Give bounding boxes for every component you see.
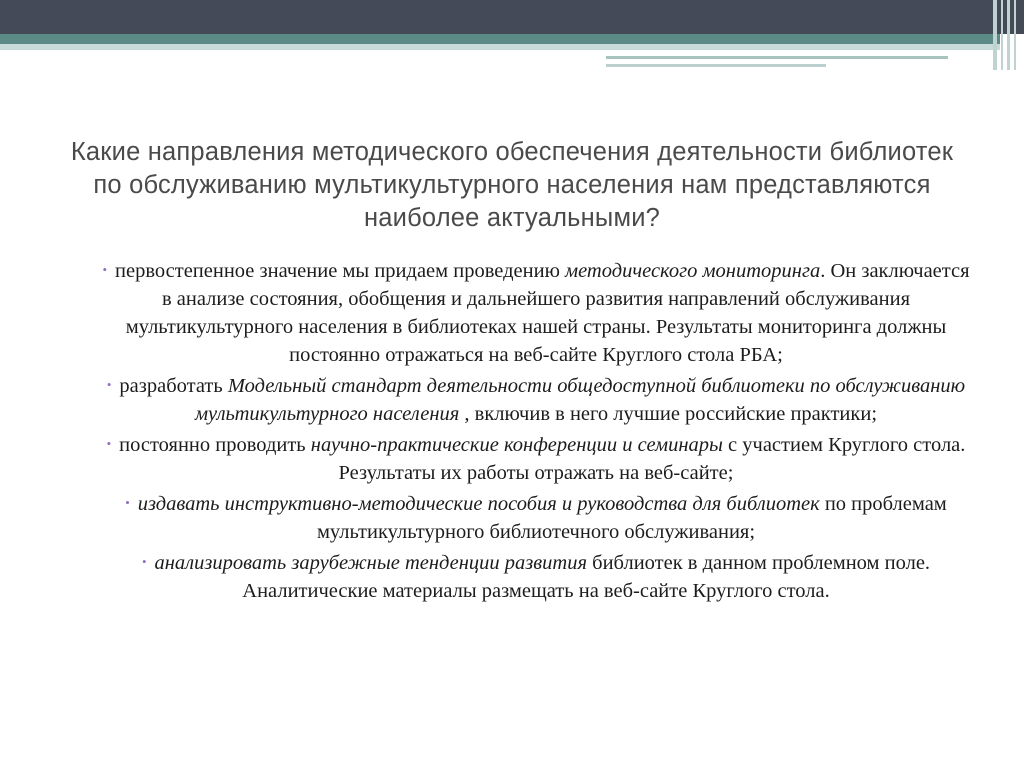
item-4-italic: издавать инструктивно-методические пособия и руководства для библиотек [137, 493, 820, 515]
bullet-icon: • [102, 262, 108, 277]
item-1-text-end: . Он заключается в анализе состояния, обобщения и дальнейшего развития направлений обслуживания мультикультурного населения в библиотеках нашей страны. Результаты мониторинга должны постоянно отражаться на веб-сайте Круглого стола РБА; [125, 260, 970, 366]
item-3-italic: научно-практические конференции и семинары [310, 434, 723, 456]
list-item-5 [96, 548, 976, 605]
bullet-icon: • [141, 554, 147, 569]
item-2-text-end: , включив в него лучшие российские практики; [459, 403, 878, 425]
list-item-4 [96, 489, 976, 546]
right-decor-strip-1 [993, 0, 997, 70]
light-band [0, 44, 1000, 50]
item-2-text: разработать [119, 375, 228, 397]
item-3-text: постоянно проводить [119, 434, 311, 456]
item-4-text-end: по проблемам мультикультурного библиотечного обслуживания; [316, 493, 947, 543]
item-1-italic: методического мониторинга [565, 260, 821, 282]
item-1-text: первостепенное значение мы придаем проведению [115, 260, 566, 282]
slide-title: Какие направления методического обеспечения деятельности библиотек по обслуживанию мультикультурного населения нам представляются наиболее актуальными? [70, 138, 954, 232]
bullet-icon: • [106, 377, 112, 392]
item-5-text-end: библиотек в данном проблемном поле. Аналитические материалы размещать на веб-сайте Круглого стола. [242, 552, 931, 602]
bullet-icon: • [106, 436, 112, 451]
item-5-italic: анализировать зарубежные тенденции развития [154, 552, 588, 574]
bullet-icon: • [125, 495, 130, 510]
right-decor-strip-4 [1014, 0, 1016, 70]
accent-line-1 [606, 56, 948, 59]
bullet-list [96, 256, 976, 607]
list-item-2 [96, 371, 976, 428]
top-dark-bar [0, 0, 1024, 34]
list-item-3 [96, 430, 976, 487]
right-decor-strip-2 [1001, 0, 1003, 70]
teal-band [0, 34, 1000, 44]
accent-line-2 [606, 64, 826, 67]
item-3-text-end: с участием Круглого стола. Результаты их работы отражать на веб-сайте; [338, 434, 966, 484]
right-decor-strip-3 [1007, 0, 1010, 70]
item-2-italic: Модельный стандарт деятельности общедоступной библиотеки по обслуживанию мультикультурного населения [194, 375, 966, 425]
list-item-1 [96, 256, 976, 369]
